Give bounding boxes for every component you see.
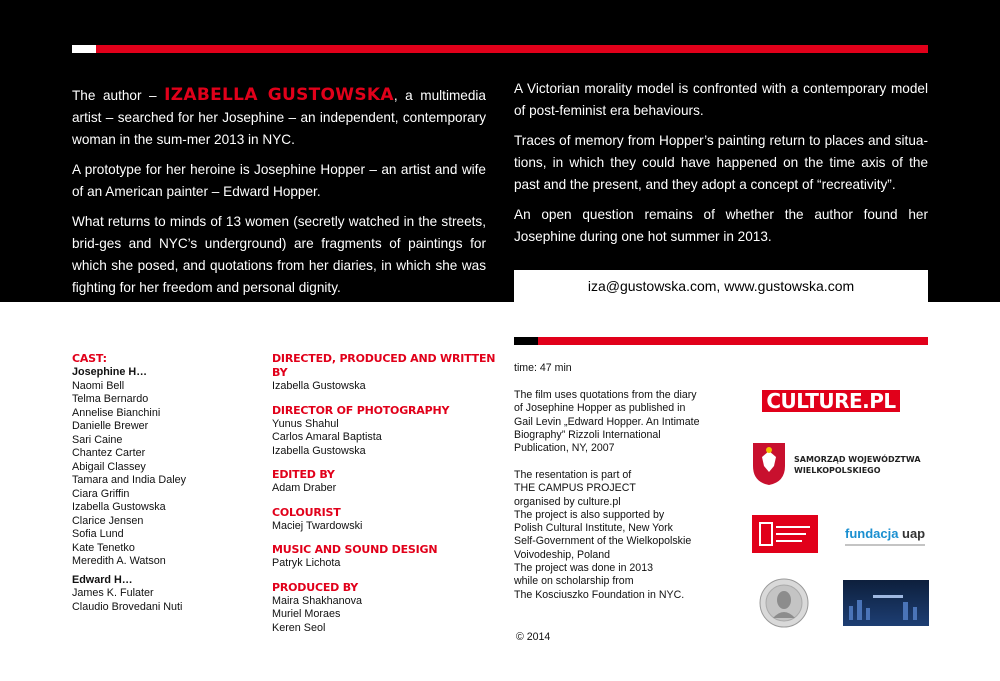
top-black-panel <box>0 0 1000 302</box>
cast-member: Izabella Gustowska <box>72 501 166 513</box>
info-line: Self-Government of the Wielkopolskie <box>514 535 692 548</box>
intro-right-paragraph-2: Traces of memory from Hopper’s painting return to places and situa-tions, in which they could have happened on the time axis of the past and the present, and they adopt a concept of “recreativity”. <box>514 133 928 192</box>
cast-member: Chantez Carter <box>72 447 146 459</box>
cast-member: James K. Fulater <box>72 587 154 599</box>
cast-group-josephine: Josephine H… <box>72 366 147 378</box>
info-line: The project is also supported by <box>514 508 665 521</box>
svg-text:WIELKOPOLSKIEGO: WIELKOPOLSKIEGO <box>794 466 881 475</box>
svg-text:uap: uap <box>902 526 926 541</box>
info-line: Publication, NY, 2007 <box>514 442 615 455</box>
production-company-logo <box>843 580 929 626</box>
crew-name: Carlos Amaral Baptista <box>272 431 382 443</box>
crew-name: Izabella Gustowska <box>272 444 366 457</box>
cast-member: Claudio Brovedani Nuti <box>72 600 183 613</box>
intro-right-paragraph-3: An open question remains of whether the author found her Josephine during one hot summer in 2013. <box>514 207 928 244</box>
cast-member: Danielle Brewer <box>72 420 149 432</box>
contact-box[interactable]: iza@gustowska.com, www.gustowska.com <box>514 270 928 302</box>
info-line: Voivodeship, Poland <box>514 548 611 561</box>
info-line: The resentation is part of <box>514 469 632 481</box>
intro-paragraph-3: What returns to minds of 13 women (secretly watched in the streets, brid-ges and NYC’s underground) are fragments of paintings for which she posed, and quotations from her diaries, in which she was fighting for her freedom and personal dignity. <box>72 214 486 295</box>
polish-cultural-institute-logo <box>752 515 818 553</box>
fundacja-uap-logo <box>845 522 927 550</box>
info-line: The project was done in 2013 <box>514 562 653 575</box>
info-line: organised by culture.pl <box>514 495 621 508</box>
cast-member: Telma Bernardo <box>72 393 149 405</box>
quote-note <box>514 389 700 455</box>
intro-paragraph-1: The author – IZABELLA GUSTOWSKA, a multimedia artist – searched for her Josephine – an independent, contemporary woman in the sum-mer 2013 in NYC. <box>72 85 486 147</box>
intro-right-paragraph-1: A Victorian morality model is confronted with a contemporary model of post-feminist era behaviours. <box>514 81 928 118</box>
intro-left-column <box>72 84 486 307</box>
cast-member: Kate Tenetko <box>72 541 135 554</box>
cast-list <box>72 352 252 614</box>
project-note <box>514 469 691 602</box>
kosciuszko-foundation-logo <box>759 578 809 628</box>
intro-paragraph-2: A prototype for her heroine is Josephine Hopper – an artist and wife of an American painter – Edward Hopper. <box>72 162 486 199</box>
crew-heading: PRODUCED BY <box>272 580 359 594</box>
info-line: Biography” Rizzoli International <box>514 428 661 441</box>
info-line: while on scholarship from <box>514 575 634 588</box>
cast-member: Abigail Classey <box>72 460 146 473</box>
info-line: Polish Cultural Institute, New York <box>514 522 673 535</box>
crew-heading: EDITED BY <box>272 468 335 481</box>
svg-text:fundacja: fundacja <box>845 526 899 541</box>
samorzad-logo <box>752 442 921 486</box>
kosciuszko-medallion-icon <box>759 578 809 628</box>
cast-member: Tamara and India Daley <box>72 474 187 486</box>
info-line: The film uses quotations from the diary <box>514 389 697 401</box>
cast-member: Clarice Jensen <box>72 514 144 527</box>
crew-name: Yunus Shahul <box>272 417 339 430</box>
copyright: © 2014 <box>516 631 551 643</box>
svg-text:SAMORZĄD WOJEWÓDZTWA: SAMORZĄD WOJEWÓDZTWA <box>794 455 921 464</box>
cast-member: Ciara Griffin <box>72 487 130 500</box>
cast-member: Naomi Bell <box>72 379 125 392</box>
cast-group-edward: Edward H… <box>72 573 133 586</box>
culture-pl-logo <box>762 388 900 414</box>
cast-member: Meredith A. Watson <box>72 555 166 567</box>
author-name: IZABELLA GUSTOWSKA <box>164 85 394 105</box>
cast-heading: CAST: <box>72 352 107 365</box>
info-line: The Kosciuszko Foundation in NYC. <box>514 588 685 601</box>
crew-name: Keren Seol <box>272 621 326 634</box>
info-line: of Josephine Hopper as published in <box>514 402 686 415</box>
crew-heading: DIRECTED, PRODUCED AND WRITTEN BY <box>272 352 496 379</box>
section-bar <box>514 337 928 345</box>
fundacja-uap-logo-art <box>845 522 927 550</box>
cast-member: Sofia Lund <box>72 528 124 540</box>
crew-name: Izabella Gustowska <box>272 380 366 392</box>
crew-heading: MUSIC AND SOUND DESIGN <box>272 543 438 556</box>
crew-name: Maira Shakhanova <box>272 594 363 607</box>
culture-pl-logo-art <box>762 388 900 414</box>
crew-heading: COLOURIST <box>272 505 341 519</box>
production-company-logo-art <box>843 580 929 626</box>
cast-member: Annelise Bianchini <box>72 406 161 419</box>
info-line: THE CAMPUS PROJECT <box>514 482 636 495</box>
header-bar <box>72 45 928 53</box>
info-line: Gail Levin „Edward Hopper. An Intimate <box>514 415 700 428</box>
cast-member: Sari Caine <box>72 433 123 446</box>
crew-name: Muriel Moraes <box>272 608 341 620</box>
svg-text:CULTURE.PL: CULTURE.PL <box>766 389 896 413</box>
intro-right-column <box>514 78 928 256</box>
crew-name: Patryk Lichota <box>272 557 341 569</box>
crew-heading: DIRECTOR OF PHOTOGRAPHY <box>272 403 450 417</box>
polish-cultural-institute-logo-art <box>752 515 818 553</box>
crew-name: Maciej Twardowski <box>272 519 363 532</box>
samorzad-logo-art <box>752 442 921 486</box>
crew-name: Adam Draber <box>272 482 337 494</box>
crew-list <box>272 352 502 635</box>
runtime: time: 47 min <box>514 362 572 374</box>
